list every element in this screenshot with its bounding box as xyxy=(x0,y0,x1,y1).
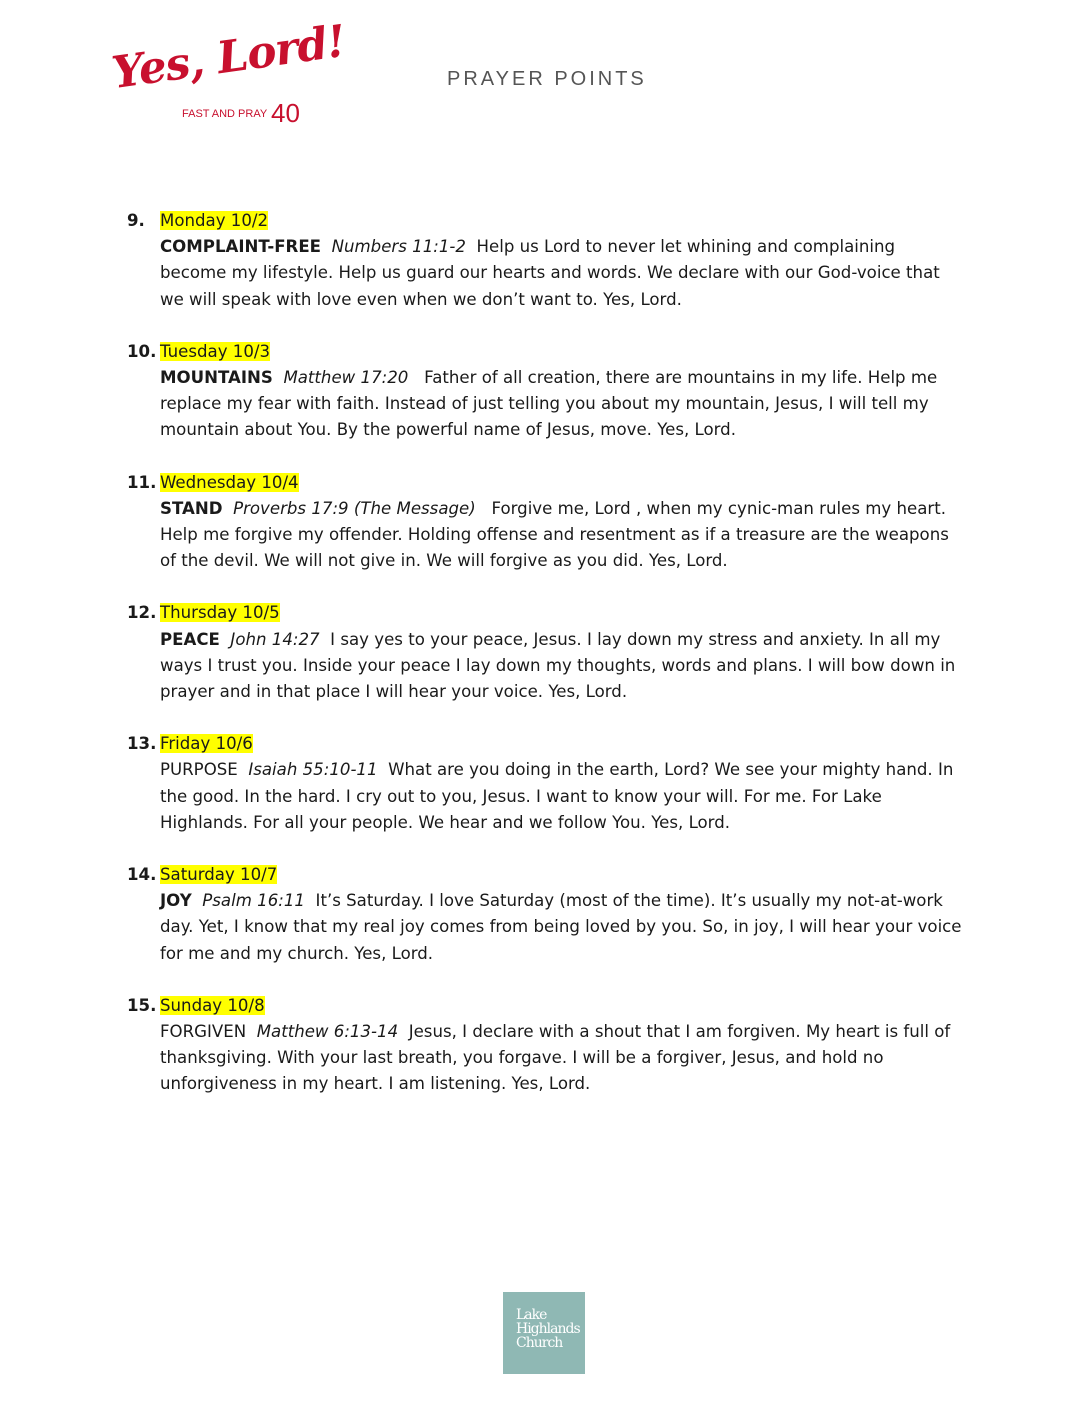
prayer-point xyxy=(127,862,962,967)
point-day: Thursday 10/5 xyxy=(160,603,280,623)
point-body xyxy=(160,1019,962,1098)
footer-logo-line: Church xyxy=(516,1335,563,1351)
point-number: 9. xyxy=(127,211,145,230)
page-title: PRAYER POINTS xyxy=(447,68,647,90)
footer-logo-line: Highlands xyxy=(516,1321,580,1337)
point-scripture: Matthew 6:13-14 xyxy=(256,1022,399,1042)
point-day: Saturday 10/7 xyxy=(160,865,278,885)
point-day: Sunday 10/8 xyxy=(160,995,265,1015)
point-body xyxy=(160,888,962,967)
prayer-point xyxy=(127,339,962,444)
point-heading: MOUNTAINS xyxy=(160,368,273,388)
point-number: 12. xyxy=(127,603,157,623)
point-text: Forgive me, Lord , when my cynic-man rules my heart. Help me forgive my offender. Holding offense and resentment as if a treasure are the weapons of the devil. We will not give in. We will forgive as you did. Yes, Lord. xyxy=(160,498,949,571)
point-number: 15. xyxy=(127,995,157,1015)
point-heading: COMPLAINT-FREE xyxy=(160,237,321,257)
point-text: Father of all creation, there are mountains in my life. Help me replace my fear with faith. Instead of just telling you about my mountain, Jesus, I will tell my mountain about You. By the powerful name of Jesus, move. Yes, Lord. xyxy=(160,368,938,440)
prayer-point xyxy=(127,731,962,836)
point-heading: PEACE xyxy=(160,629,220,649)
point-text: Help us Lord to never let whining and complaining become my lifestyle. Help us guard our hearts and words. We declare with our God-voice that we will speak with love even when we don’t want to. Yes, Lord. xyxy=(160,237,940,309)
point-scripture: Isaiah 55:10-11 xyxy=(248,760,378,780)
point-heading: JOY xyxy=(160,891,192,911)
point-text: I say yes to your peace, Jesus. I lay down my stress and anxiety. In all my ways I trust you. Inside your peace I lay down my thoughts, words and plans. I will bow down in prayer and in that place I will hear your voice. Yes, Lord. xyxy=(160,629,956,702)
point-day: Wednesday 10/4 xyxy=(160,472,299,492)
point-day: Tuesday 10/3 xyxy=(160,341,271,361)
point-heading: STAND xyxy=(160,498,223,518)
prayer-point xyxy=(127,993,962,1098)
point-body xyxy=(160,757,962,836)
footer-logo-line: Lake xyxy=(516,1307,547,1323)
logo-script-text: Yes, Lord! xyxy=(108,15,349,99)
point-number: 10. xyxy=(127,341,157,361)
point-body xyxy=(160,496,962,575)
point-scripture: Numbers 11:1-2 xyxy=(331,237,466,257)
point-text: It’s Saturday. I love Saturday (most of the time). It’s usually my not-at-work day. Yet, I know that my real joy comes from being loved by you. So, in joy, I will hear your voice for me and my church. Yes, Lord. xyxy=(160,891,962,963)
lake-highlands-church-logo xyxy=(503,1292,585,1374)
prayer-point xyxy=(127,600,962,705)
yes-lord-logo xyxy=(108,15,349,138)
point-body xyxy=(160,234,962,313)
point-scripture: Proverbs 17:9 (The Message) xyxy=(233,498,476,518)
logo-subtitle: FAST AND PRAY xyxy=(182,108,268,120)
point-text: What are you doing in the earth, Lord? We see your mighty hand. In the good. In the hard. I cry out to you, Jesus. I want to know your will. For me. For Lake Highlands. For all your people. We hear and we follow You. Yes, Lord. xyxy=(160,760,954,832)
prayer-points-list xyxy=(127,208,962,1124)
point-body xyxy=(160,627,962,706)
point-number: 11. xyxy=(127,472,157,492)
point-scripture: John 14:27 xyxy=(230,629,320,649)
prayer-point xyxy=(127,208,962,313)
prayer-point xyxy=(127,470,962,575)
point-text: Jesus, I declare with a shout that I am forgiven. My heart is full of thanksgiving. With your last breath, you forgave. I will be a forgiver, Jesus, and hold no unforgiveness in my heart. I am listening. Yes, Lord. xyxy=(160,1022,951,1094)
point-scripture: Matthew 17:20 xyxy=(283,368,409,388)
point-scripture: Psalm 16:11 xyxy=(202,891,305,911)
logo-number: 40 xyxy=(271,98,300,128)
point-heading: PURPOSE xyxy=(160,760,238,780)
point-number: 13. xyxy=(127,734,157,754)
point-day: Friday 10/6 xyxy=(160,734,253,754)
point-number: 14. xyxy=(127,865,157,885)
point-heading: FORGIVEN xyxy=(160,1022,247,1042)
point-body xyxy=(160,365,962,444)
point-day: Monday 10/2 xyxy=(160,211,269,230)
